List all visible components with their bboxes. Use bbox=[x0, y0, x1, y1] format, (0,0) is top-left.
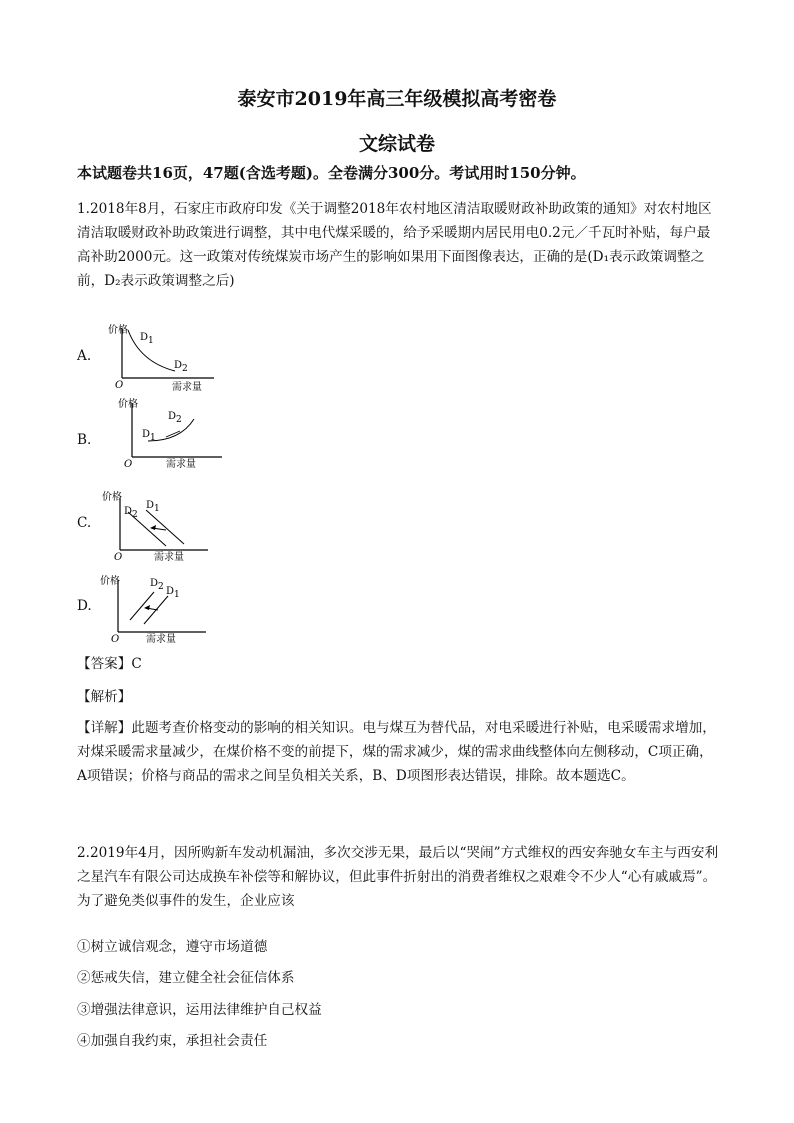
svg-text:D2: D2 bbox=[174, 360, 188, 374]
x-axis-label: 需求量 bbox=[172, 382, 202, 393]
q2-item-3: ③增强法律意识，运用法律维护自己权益 bbox=[77, 1002, 322, 1018]
x-axis-label: 需求量 bbox=[154, 552, 184, 563]
page-subtitle: 文综试卷 bbox=[358, 133, 435, 155]
y-axis-label: 价格 bbox=[108, 325, 128, 336]
page-title: 泰安市2019年高三年级模拟高考密卷 bbox=[237, 88, 557, 110]
option-d-graph bbox=[100, 572, 216, 651]
option-b-label: B. bbox=[77, 432, 92, 448]
q2-item-4: ④加强自我约束，承担社会责任 bbox=[77, 1033, 268, 1049]
origin-label: O bbox=[114, 552, 123, 563]
q2-item-1: ①树立诚信观念，遵守市场道德 bbox=[77, 939, 268, 955]
option-a-graph bbox=[110, 322, 220, 396]
analysis-heading: 【解析】 bbox=[77, 689, 132, 705]
option-c-graph bbox=[102, 488, 218, 567]
origin-label: O bbox=[111, 634, 120, 645]
analysis-detail: 【详解】此题考查价格变动的影响的相关知识。电与煤互为替代品，对电采暖进行补贴，电采暖需求增加，对煤采暖需求量减少，在煤价格不变的前提下，煤的需求减少，煤的需求曲线整体向左侧移动，C项正确，A项错误；价格与商品的需求之间呈负相关关系，B、D项图形表达错误，排除。故本题选C。 bbox=[77, 720, 716, 784]
origin-label: O bbox=[115, 380, 124, 391]
origin-label: O bbox=[124, 459, 133, 470]
option-b-graph bbox=[120, 395, 230, 474]
svg-text:D2: D2 bbox=[150, 578, 164, 592]
option-a-label: A. bbox=[77, 348, 92, 364]
option-c-label: C. bbox=[77, 515, 92, 531]
y-axis-label: 价格 bbox=[118, 399, 138, 410]
y-axis-label: 价格 bbox=[102, 492, 122, 503]
answer: 【答案】C bbox=[77, 656, 142, 672]
question-2-stem: 2.2019年4月，因所购新车发动机漏油，多次交涉无果，最后以“哭闹”方式维权的西安奔驰女车主与西安利之星汽车有限公司达成换车补偿等和解协议，但此事件折射出的消费者维权之艰难令不少人“心有戚戚焉”。为了避免类似事件的发生，企业应该 bbox=[77, 845, 719, 909]
question-1-stem: 1.2018年8月，石家庄市政府印发《关于调整2018年农村地区清洁取暖财政补助政策的通知》对农村地区清洁取暖财政补助政策进行调整，其中电代煤采暖的，给予采暖期内居民用电0.2元／千瓦时补贴，每户最高补助2000元。这一政策对传统煤炭市场产生的影响如果用下面图像表达，正确的是(D₁表示政策调整之前，D₂表示政策调整之后) bbox=[77, 201, 712, 289]
svg-text:D2: D2 bbox=[168, 411, 182, 425]
x-axis-label: 需求量 bbox=[146, 634, 176, 645]
exam-intro: 本试题卷共16页，47题(含选考题)。全卷满分300分。考试用时150分钟。 bbox=[77, 164, 586, 182]
svg-text:D1: D1 bbox=[166, 586, 180, 600]
svg-text:D2: D2 bbox=[124, 506, 138, 520]
svg-text:D1: D1 bbox=[140, 332, 154, 346]
demand-curve-d1 bbox=[146, 510, 184, 544]
y-axis-label: 价格 bbox=[100, 576, 120, 587]
q2-item-2: ②惩戒失信，建立健全社会征信体系 bbox=[77, 970, 295, 986]
svg-text:D1: D1 bbox=[146, 500, 160, 514]
option-d-label: D. bbox=[77, 598, 92, 614]
x-axis-label: 需求量 bbox=[166, 459, 196, 470]
svg-text:D1: D1 bbox=[142, 429, 156, 443]
